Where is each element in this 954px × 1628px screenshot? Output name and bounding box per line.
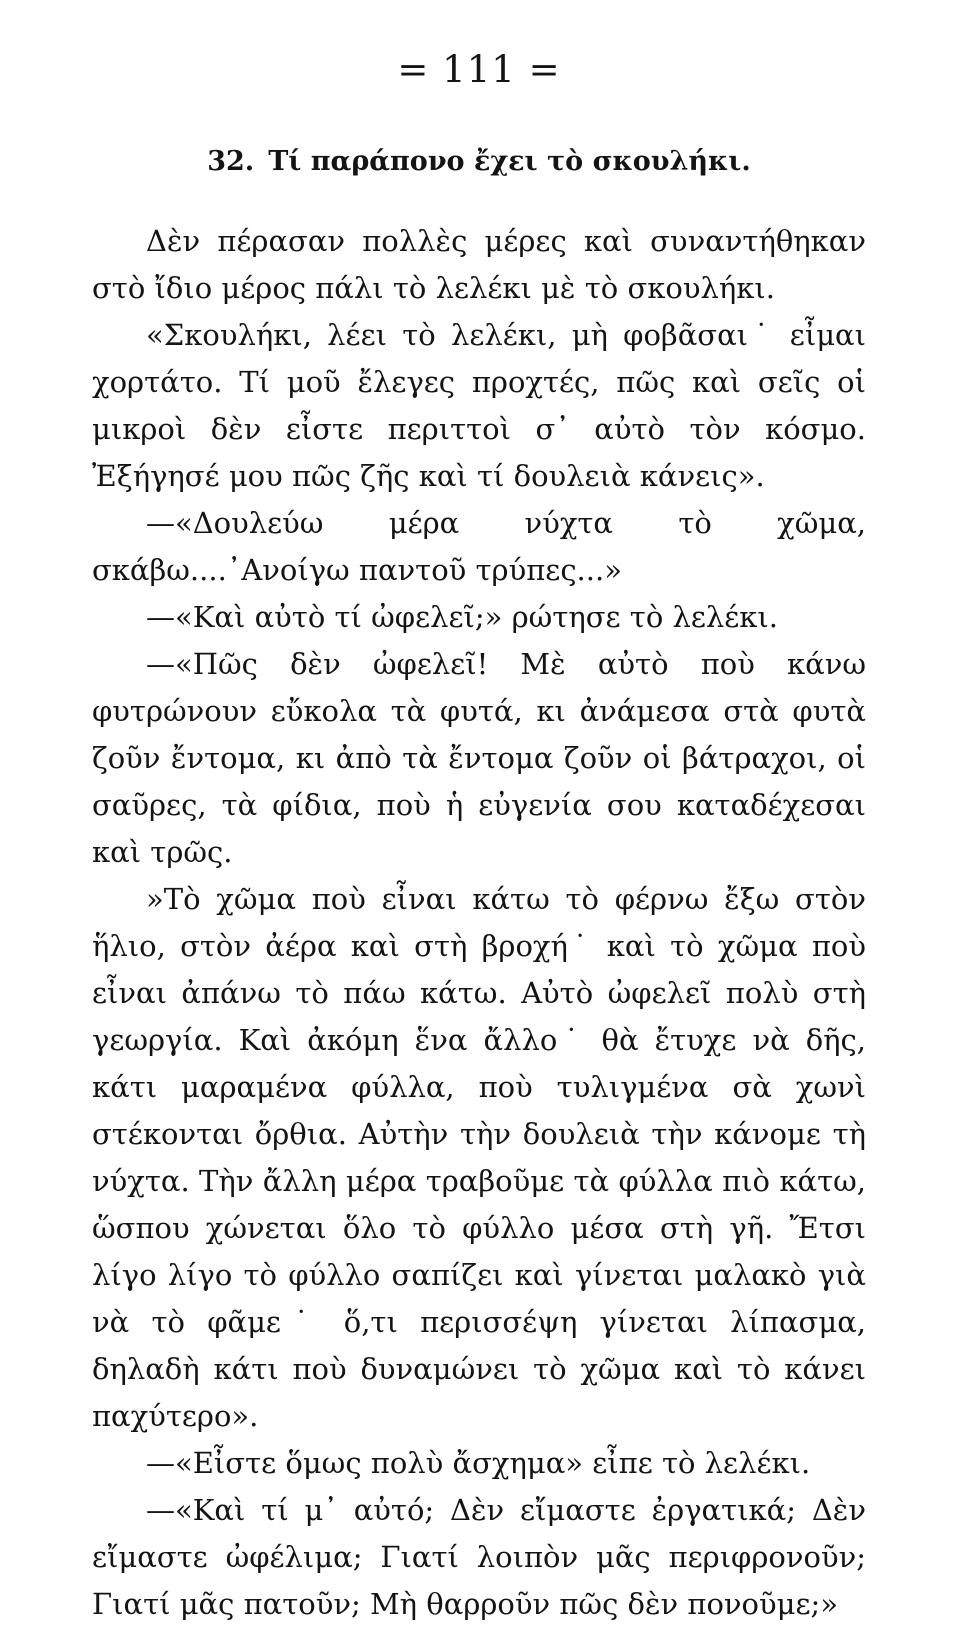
- chapter-title: Τί παράπονο ἔχει τὸ σκουλήκι.: [268, 146, 751, 177]
- paragraph: —«Εἶστε ὅμως πολὺ ἄσχημα» εἶπε τὸ λελέκι.: [146, 1446, 811, 1480]
- paragraph: —«Πῶς δὲν ὠφελεῖ! Μὲ αὐτὸ ποὺ κάνω φυτρώνουν εὔκολα τὰ φυτά, κι ἀνάμεσα στὰ φυτὰ ζοῦν ἔντομα, κι ἀπὸ τὰ ἔντομα ζοῦν οἱ βάτραχοι, οἱ σαῦρες, τὰ φίδια, ποὺ ἡ εὐγενία σου καταδέχεσαι καὶ τρῶς.: [92, 647, 866, 869]
- chapter-number: 32.: [207, 146, 255, 177]
- body-text: [92, 218, 866, 1628]
- paragraph: —«Δουλεύω μέρα νύχτα τὸ χῶμα, σκάβω....᾽Ανοίγω παντοῦ τρύπες...»: [92, 506, 866, 587]
- paragraph: «Σκουλήκι, λέει τὸ λελέκι, μὴ φοβᾶσαι˙ εἶμαι χορτάτο. Τί μοῦ ἔλεγες προχτές, πῶς καὶ σεῖς οἱ μικροὶ δὲν εἶστε περιττοὶ σ᾽ αὐτὸ τὸν κόσμο. Ἐξήγησέ μου πῶς ζῆς καὶ τί δουλειὰ κάνεις».: [92, 318, 866, 493]
- paragraph: —«Καὶ τί μ᾽ αὐτό; Δὲν εἴμαστε ἐργατικά; Δὲν εἴμαστε ὠφέλιμα; Γιατί λοιπὸν μᾶς περιφρονοῦν; Γιατί μᾶς πατοῦν; Μὴ θαρροῦν πῶς δὲν πονοῦμε;»: [92, 1493, 866, 1621]
- chapter-heading: [92, 144, 866, 180]
- paragraph: —«Καὶ αὐτὸ τί ὠφελεῖ;» ρώτησε τὸ λελέκι.: [146, 600, 779, 634]
- paragraph: »Τὸ χῶμα ποὺ εἶναι κάτω τὸ φέρνω ἔξω στὸν ἥλιο, στὸν ἀέρα καὶ στὴ βροχή˙ καὶ τὸ χῶμα ποὺ εἶναι ἀπάνω τὸ πάω κάτω. Αὐτὸ ὠφελεῖ πολὺ στὴ γεωργία. Καὶ ἀκόμη ἕνα ἄλλο˙ θὰ ἔτυχε νὰ δῆς, κάτι μαραμένα φύλλα, ποὺ τυλιγμένα σὰ χωνὶ στέκονται ὄρθια. Αὐτὴν τὴν δουλειὰ τὴν κάνομε τὴ νύχτα. Τὴν ἄλλη μέρα τραβοῦμε τὰ φύλλα πιὸ κάτω, ὥσπου χώνεται ὅλο τὸ φύλλο μέσα στὴ γῆ. Ἔτσι λίγο λίγο τὸ φύλλο σαπίζει καὶ γίνεται μαλακὸ γιὰ νὰ τὸ φᾶμε˙ ὅ,τι περισσέψη γίνεται λίπασμα, δηλαδὴ κάτι ποὺ δυναμώνει τὸ χῶμα καὶ τὸ κάνει παχύτερο».: [92, 882, 866, 1433]
- page-number: = 111 =: [397, 48, 561, 91]
- paragraph: Δὲν πέρασαν πολλὲς μέρες καὶ συναντήθηκαν στὸ ἴδιο μέρος πάλι τὸ λελέκι μὲ τὸ σκουλήκι.: [92, 224, 866, 305]
